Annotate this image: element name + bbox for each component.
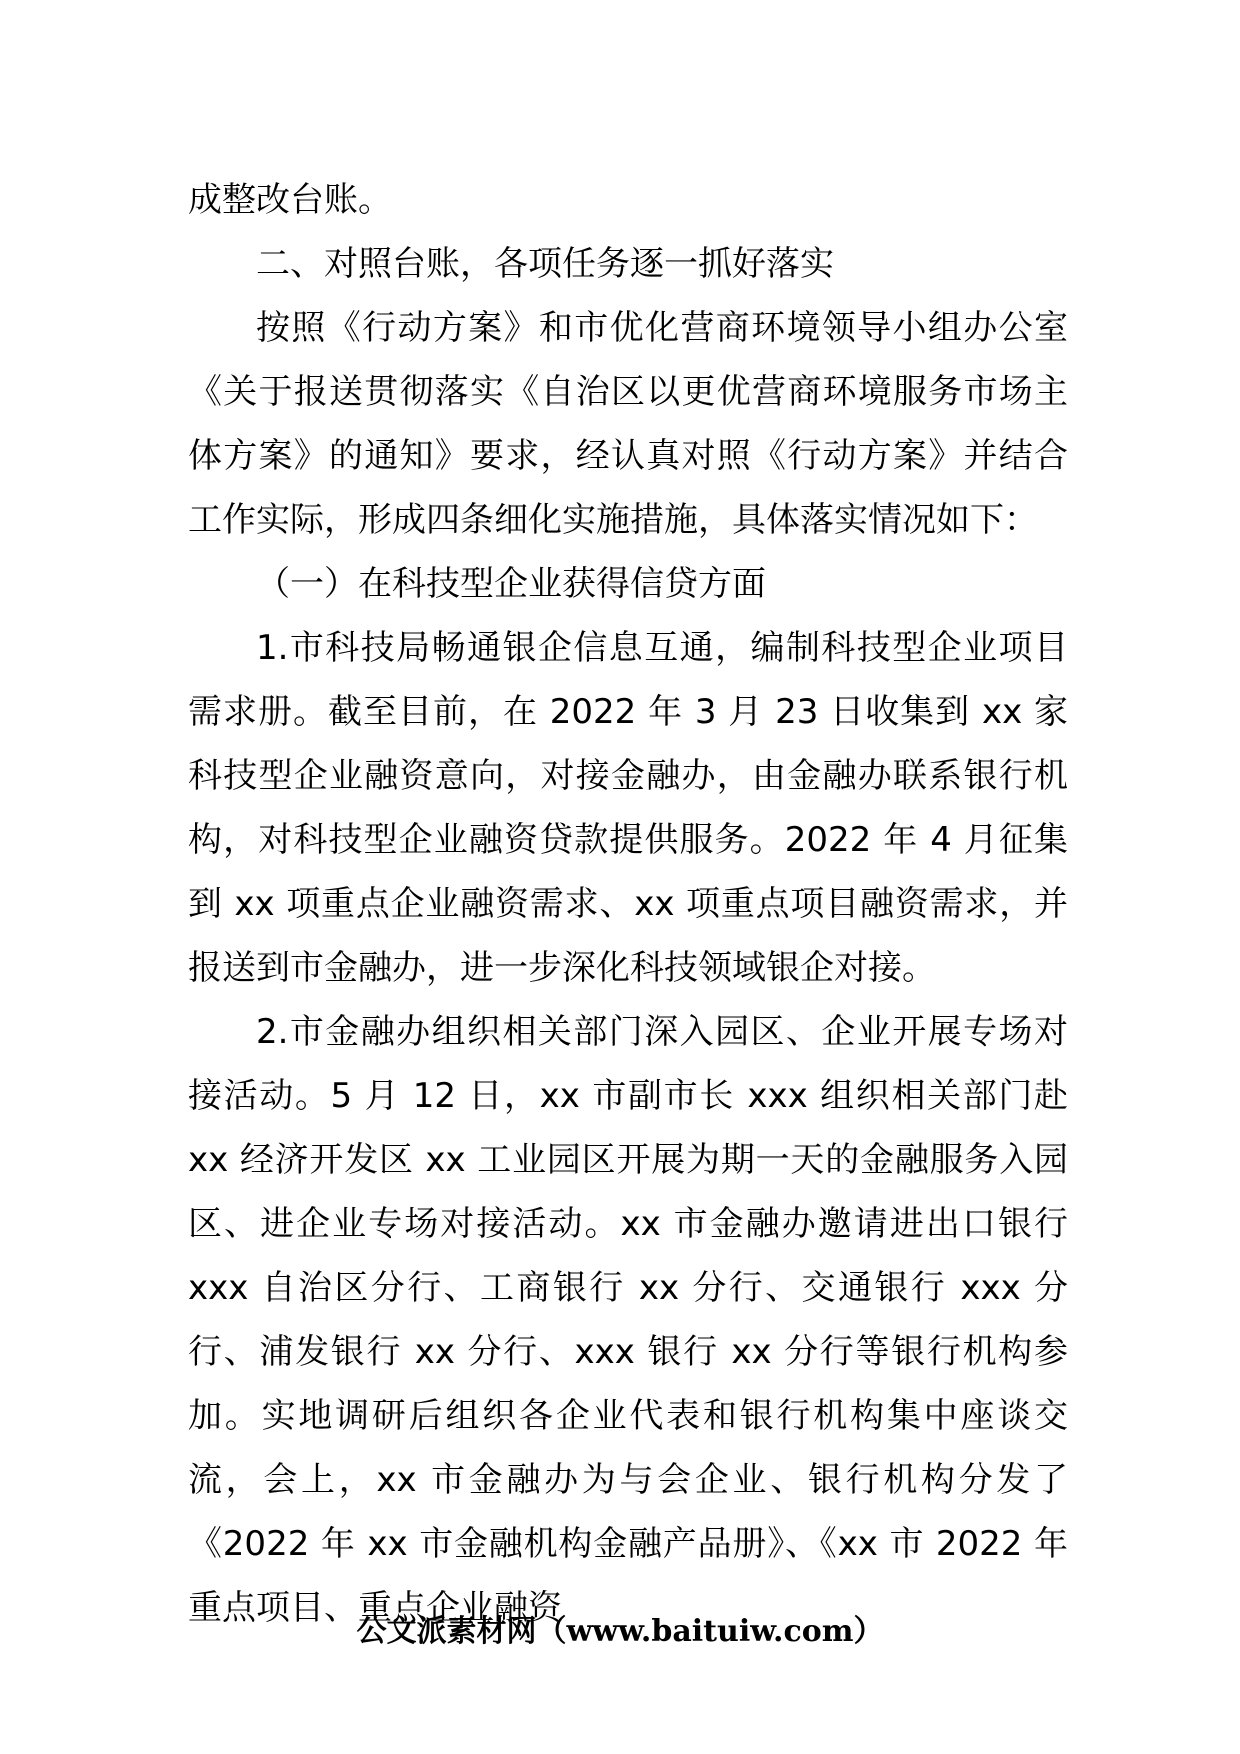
footer-watermark: 公文派素材网（www.baituiw.com）	[356, 1614, 884, 1649]
paragraph-intro: 按照《行动方案》和市优化营商环境领导小组办公室《关于报送贯彻落实《自治区以更优营商环境服务市场主体方案》的通知》要求，经认真对照《行动方案》并结合工作实际，形成四条细化实施措施，具体落实情况如下：	[188, 308, 1068, 540]
section-heading-two: 二、对照台账，各项任务逐一抓好落实	[256, 244, 834, 284]
paragraph-item-1: 1.市科技局畅通银企信息互通，编制科技型企业项目需求册。截至目前，在 2022 年 3 月 23 日收集到 xx 家科技型企业融资意向，对接金融办，由金融办联系银行机构，对科技型企业融资贷款提供服务。2022 年 4 月征集到 xx 项重点企业融资需求、xx 项重点项目融资需求，并报送到市金融办，进一步深化科技领域银企对接。	[188, 628, 1068, 988]
paragraph-item-2: 2.市金融办组织相关部门深入园区、企业开展专场对接活动。5 月 12 日，xx 市副市长 xxx 组织相关部门赴 xx 经济开发区 xx 工业园区开展为期一天的金融服务入园区、进企业专场对接活动。xx 市金融办邀请进出口银行 xxx 自治区分行、工商银行 xx 分行、交通银行 xxx 分行、浦发银行 xx 分行、xxx 银行 xx 分行等银行机构参加。实地调研后组织各企业代表和银行机构集中座谈交流，会上，xx 市金融办为与会企业、银行机构分发了《2022 年 xx 市金融机构金融产品册》、《xx 市 2022 年重点项目、重点企业融资	[188, 1012, 1068, 1628]
paragraph-continuation: 成整改台账。	[188, 180, 392, 220]
document-body	[188, 168, 1068, 1640]
subsection-heading-one: （一）在科技型企业获得信贷方面	[256, 564, 766, 604]
